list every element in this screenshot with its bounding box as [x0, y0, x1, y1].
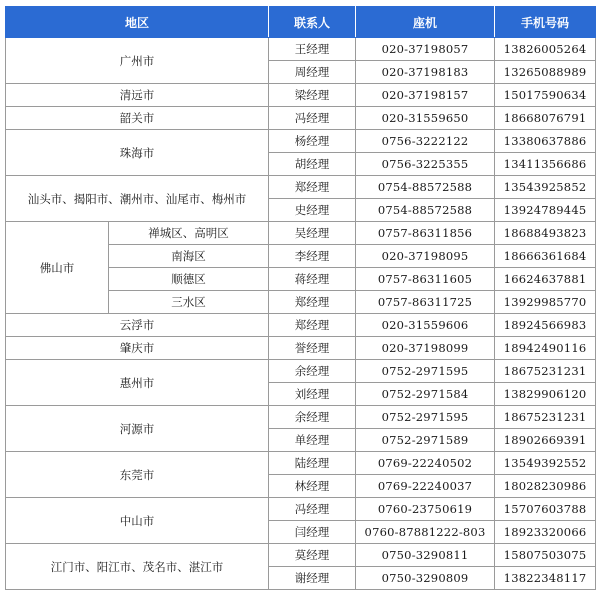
- contact-cell: 王经理: [269, 38, 356, 61]
- table-row: [6, 452, 596, 475]
- region-cell-foshan: 佛山市: [6, 222, 109, 314]
- table-row: [6, 130, 596, 153]
- subregion-cell: 禅城区、高明区: [109, 222, 269, 245]
- phone-cell: 020-31559650: [356, 107, 495, 130]
- mobile-cell: 15017590634: [495, 84, 596, 107]
- contact-cell: 蒋经理: [269, 268, 356, 291]
- mobile-cell: 13411356686: [495, 153, 596, 176]
- contact-table: [5, 6, 596, 590]
- contact-cell: 刘经理: [269, 383, 356, 406]
- phone-cell: 0760-87881222-803: [356, 521, 495, 544]
- mobile-cell: 15807503075: [495, 544, 596, 567]
- phone-cell: 020-37198095: [356, 245, 495, 268]
- contact-cell: 杨经理: [269, 130, 356, 153]
- phone-cell: 020-37198183: [356, 61, 495, 84]
- contact-cell: 周经理: [269, 61, 356, 84]
- contact-cell: 单经理: [269, 429, 356, 452]
- contact-cell: 郑经理: [269, 291, 356, 314]
- region-cell-heyuan: 河源市: [6, 406, 269, 452]
- mobile-cell: 18028230986: [495, 475, 596, 498]
- header-phone: 座机: [356, 7, 495, 38]
- contact-cell: 史经理: [269, 199, 356, 222]
- mobile-cell: 18675231231: [495, 406, 596, 429]
- mobile-cell: 13543925852: [495, 176, 596, 199]
- table-row: [6, 498, 596, 521]
- contact-cell: 吴经理: [269, 222, 356, 245]
- phone-cell: 020-31559606: [356, 314, 495, 337]
- contact-cell: 莫经理: [269, 544, 356, 567]
- contact-cell: 誉经理: [269, 337, 356, 360]
- phone-cell: 0752-2971584: [356, 383, 495, 406]
- contact-cell: 冯经理: [269, 498, 356, 521]
- mobile-cell: 13929985770: [495, 291, 596, 314]
- contact-cell: 谢经理: [269, 567, 356, 590]
- table-row: [6, 314, 596, 337]
- table-row: [6, 360, 596, 383]
- header-mobile: 手机号码: [495, 7, 596, 38]
- contact-cell: 郑经理: [269, 314, 356, 337]
- mobile-cell: 13829906120: [495, 383, 596, 406]
- phone-cell: 0750-3290809: [356, 567, 495, 590]
- phone-cell: 020-37198099: [356, 337, 495, 360]
- contact-cell: 余经理: [269, 360, 356, 383]
- contact-cell: 林经理: [269, 475, 356, 498]
- phone-cell: 020-37198057: [356, 38, 495, 61]
- mobile-cell: 16624637881: [495, 268, 596, 291]
- phone-cell: 0756-3222122: [356, 130, 495, 153]
- mobile-cell: 18688493823: [495, 222, 596, 245]
- header-contact: 联系人: [269, 7, 356, 38]
- table-row: [6, 406, 596, 429]
- phone-cell: 0752-2971589: [356, 429, 495, 452]
- phone-cell: 0756-3225355: [356, 153, 495, 176]
- subregion-cell: 南海区: [109, 245, 269, 268]
- region-cell-yunfu: 云浮市: [6, 314, 269, 337]
- phone-cell: 020-37198157: [356, 84, 495, 107]
- mobile-cell: 18923320066: [495, 521, 596, 544]
- contact-cell: 冯经理: [269, 107, 356, 130]
- contact-cell: 李经理: [269, 245, 356, 268]
- region-cell-jiangmen: 江门市、阳江市、茂名市、湛江市: [6, 544, 269, 590]
- contact-cell: 陆经理: [269, 452, 356, 475]
- region-cell-zhuhai: 珠海市: [6, 130, 269, 176]
- phone-cell: 0757-86311605: [356, 268, 495, 291]
- mobile-cell: 13822348117: [495, 567, 596, 590]
- table-row: [6, 176, 596, 199]
- region-cell-shantou: 汕头市、揭阳市、潮州市、汕尾市、梅州市: [6, 176, 269, 222]
- contact-cell: 郑经理: [269, 176, 356, 199]
- subregion-cell: 顺德区: [109, 268, 269, 291]
- mobile-cell: 13826005264: [495, 38, 596, 61]
- mobile-cell: 15707603788: [495, 498, 596, 521]
- region-cell-huizhou: 惠州市: [6, 360, 269, 406]
- region-cell-zhaoqing: 肇庆市: [6, 337, 269, 360]
- header-region: 地区: [6, 7, 269, 38]
- mobile-cell: 18666361684: [495, 245, 596, 268]
- mobile-cell: 13380637886: [495, 130, 596, 153]
- mobile-cell: 18902669391: [495, 429, 596, 452]
- table-row: [6, 38, 596, 61]
- contact-cell: 胡经理: [269, 153, 356, 176]
- table-row: [6, 544, 596, 567]
- region-cell-guangzhou: 广州市: [6, 38, 269, 84]
- region-cell-zhongshan: 中山市: [6, 498, 269, 544]
- phone-cell: 0769-22240502: [356, 452, 495, 475]
- table-header-row: [6, 7, 596, 38]
- table-row: [6, 222, 596, 245]
- phone-cell: 0750-3290811: [356, 544, 495, 567]
- subregion-cell: 三水区: [109, 291, 269, 314]
- mobile-cell: 18942490116: [495, 337, 596, 360]
- table-row: [6, 337, 596, 360]
- contact-cell: 梁经理: [269, 84, 356, 107]
- phone-cell: 0760-23750619: [356, 498, 495, 521]
- mobile-cell: 13924789445: [495, 199, 596, 222]
- phone-cell: 0754-88572588: [356, 176, 495, 199]
- phone-cell: 0757-86311856: [356, 222, 495, 245]
- mobile-cell: 18924566983: [495, 314, 596, 337]
- mobile-cell: 18675231231: [495, 360, 596, 383]
- contact-cell: 余经理: [269, 406, 356, 429]
- contact-cell: 闫经理: [269, 521, 356, 544]
- region-cell-shaoguan: 韶关市: [6, 107, 269, 130]
- phone-cell: 0754-88572588: [356, 199, 495, 222]
- phone-cell: 0757-86311725: [356, 291, 495, 314]
- table-row: [6, 107, 596, 130]
- phone-cell: 0752-2971595: [356, 360, 495, 383]
- table-row: [6, 84, 596, 107]
- mobile-cell: 13265088989: [495, 61, 596, 84]
- phone-cell: 0752-2971595: [356, 406, 495, 429]
- region-cell-dongguan: 东莞市: [6, 452, 269, 498]
- phone-cell: 0769-22240037: [356, 475, 495, 498]
- mobile-cell: 13549392552: [495, 452, 596, 475]
- mobile-cell: 18668076791: [495, 107, 596, 130]
- region-cell-qingyuan: 清远市: [6, 84, 269, 107]
